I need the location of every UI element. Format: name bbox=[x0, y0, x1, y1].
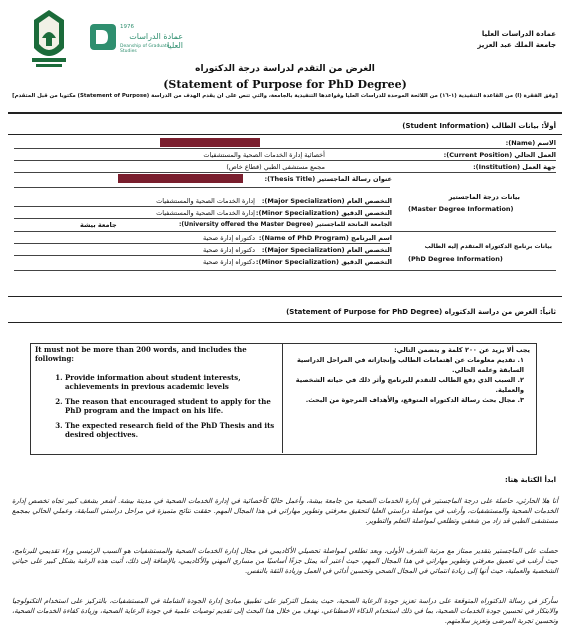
institution-label: جهة العمل (Institution): bbox=[473, 163, 556, 171]
form-title-en: (Statement of Purpose for PhD Degree) bbox=[163, 78, 407, 91]
dgs-logo bbox=[88, 22, 183, 68]
phd-minor-label: التخصص الدقيق (Minor Specialization): bbox=[255, 258, 392, 266]
section1-heading-en: (Student Information) bbox=[402, 122, 489, 130]
kau-seal-icon bbox=[28, 8, 70, 70]
row-divider bbox=[14, 160, 556, 161]
form-title-ar: الغرض من التقدم لدراسة درجة الدكتوراه bbox=[195, 64, 375, 74]
section2-heading bbox=[286, 308, 556, 316]
en-item: 2. The reason that encouraged student to apply for the PhD program and the impact on his life. bbox=[65, 397, 275, 415]
phd-program-value: دكتوراه إدارة صحية bbox=[202, 234, 255, 242]
row-divider bbox=[14, 218, 390, 219]
master-minor-label: التخصص الدقيق (Minor Specialization): bbox=[255, 209, 392, 217]
dgs-logo-text-en: Deanship of Graduate Studies bbox=[120, 44, 170, 54]
section1-divider bbox=[8, 134, 562, 135]
en-item: 3. The expected research field of the PhD Thesis and its desired objectives. bbox=[65, 421, 275, 439]
master-univ-label: الجامعة المانحة للماجستير (University offered the Master Degree): bbox=[178, 221, 392, 228]
phd-group-label-en: (PhD Degree Information) bbox=[408, 255, 503, 263]
master-major-label: التخصص العام (Major Specialization): bbox=[261, 197, 392, 205]
row-divider bbox=[14, 270, 556, 271]
kau-logo bbox=[28, 8, 70, 70]
thesis-redacted bbox=[118, 174, 243, 183]
ar-item: ٣. مجال بحث رسالة الدكتوراه المتوقع، والأهداف المرجوة من البحث. bbox=[305, 396, 524, 404]
institution-value: مجمع مستشفى الطبي (قطاع خاص) bbox=[226, 163, 325, 171]
master-group-label-ar: بيانات درجة الماجستير bbox=[448, 193, 520, 201]
row-divider bbox=[14, 255, 390, 256]
instructions-box-divider bbox=[282, 343, 283, 453]
dgs-emblem-icon bbox=[88, 22, 118, 52]
master-univ-value: جامعة بيشة bbox=[80, 221, 117, 229]
section2-heading-ar: ثانياً: الغرض من دراسة الدكتوراه bbox=[444, 308, 556, 316]
thesis-label: عنوان رسالة الماجستير (Thesis Title): bbox=[264, 175, 392, 183]
dgs-logo-text-ar: عمادة الدراسات العليا bbox=[129, 32, 183, 50]
position-label: العمل الحالي (Current Position): bbox=[443, 151, 556, 159]
dgs-logo-year: 1976 bbox=[120, 24, 134, 30]
row-divider bbox=[14, 148, 556, 149]
section2-divider bbox=[8, 322, 562, 323]
row-divider bbox=[14, 206, 390, 207]
section1-heading bbox=[402, 122, 556, 130]
name-redacted bbox=[160, 138, 260, 147]
university-name: جامعة الملك عبد العزيز bbox=[477, 41, 556, 49]
row-divider bbox=[14, 243, 390, 244]
section1-heading-ar: أولاً: بيانات الطالب bbox=[491, 122, 556, 130]
master-group-label-en: (Master Degree Information) bbox=[408, 205, 514, 213]
en-item: 1. Provide information about student interests, achievements in previous academic levels bbox=[65, 373, 275, 391]
phd-minor-value: دكتوراه إدارة صحية bbox=[202, 258, 255, 266]
en-intro: It must not be more than 200 words, and includes the following: bbox=[35, 345, 247, 363]
section2-top-divider bbox=[8, 296, 562, 297]
name-label: الاسم (Name): bbox=[505, 139, 556, 147]
section2-heading-en: (Statement of Purpose for PhD Degree) bbox=[286, 308, 443, 316]
row-divider bbox=[14, 187, 390, 188]
en-instructions bbox=[35, 345, 275, 445]
phd-group-label-ar: بيانات برنامج الدكتوراه المتقدم إليه الطالب bbox=[424, 243, 552, 250]
master-major-value: إدارة الخدمات الصحية والمستشفيات bbox=[156, 197, 255, 205]
phd-program-label: اسم البرنامج (Name of PhD Program): bbox=[258, 234, 392, 242]
position-value: أخصائية إدارة الخدمات الصحية والمستشفيات bbox=[203, 151, 325, 159]
row-divider bbox=[14, 231, 556, 232]
ar-instructions bbox=[290, 345, 530, 405]
body-paragraph: أنا هلا الحارثي، حاصلة على درجة الماجستير في إدارة الخدمات الصحية من جامعة بيشة، وأعمل حاليًا كأخصائية في إدارة الخدمات الصحية في مدينة بيشة. أشعر بشغف كبير تجاه تخصص إدارة الخدمات الصحية والمستشفيات، وأرغب في مواصلة دراستي العليا لتحقيق معرفتي وتطوير مهاراتي في هذا المجال المهم. حققت نتائج متميزة في مراحل دراستي السابقة، وعملي الحالي بمجمع مستشفى الطبي قد زاد من شغفي وتطلعي لمواصلة التعلم والتطوير. bbox=[12, 497, 558, 525]
master-minor-value: إدارة الخدمات الصحية والمستشفيات bbox=[156, 209, 255, 217]
header-divider bbox=[8, 112, 562, 114]
ar-item: ٢. السبب الذي دفع الطالب للتقدم للبرنامج وأثر ذلك في حياته الشخصية والعملية. bbox=[295, 376, 524, 394]
deanship-name: عمادة الدراسات العليا bbox=[481, 30, 556, 38]
phd-major-label: التخصص العام (Major Specialization): bbox=[261, 246, 392, 254]
ar-intro: يجب ألا يزيد عن ٢٠٠ كلمة و يتضمن التالي: bbox=[394, 346, 530, 354]
start-writing-label: ابدأ الكتابة هنا: bbox=[505, 476, 556, 484]
ar-item: ١. تقديم معلومات عن اهتمامات الطالب وإنجازاته في المراحل الدراسية السابقة وعلمه الحالي. bbox=[296, 356, 524, 374]
body-paragraph: سأركز في رسالة الدكتوراه المتوقعة على دراسة تعزيز جودة الرعاية الصحية، حيث يشمل التركيز على تطبيق مبادئ إدارة الجودة الشاملة في المستشفيات، بالتركيز على استخدام التكنولوجيا والابتكار في تحسين جودة الخدمات الصحية، بما في ذلك استخدام الذكاء الاصطناعي، نهدف من خلال هذا البحث إلى تقديم توصيات علمية في جودة الرعاية الصحية، وزيادة كفاءة الخدمات الصحية، وتحسين تجربة المرضى وتعزيز سلامتهم. bbox=[12, 597, 558, 625]
row-divider bbox=[14, 172, 556, 173]
phd-major-value: دكتوراه إدارة صحية bbox=[202, 246, 255, 254]
regulation-note: [وفق الفقرة (أ) من القاعدة التنفيذية (١-١٦) من اللائحة الموحدة للدراسات العليا وقواعدها التنفيذية بالجامعة، والتي تنص على أن يقدم الهدف من الدراسة (Statement of Purpose) مكتوبا من قبل المتقدم] bbox=[12, 93, 558, 99]
body-paragraph: حصلت على الماجستير بتقدير ممتاز مع مرتبة الشرف الأولى، وبعد تطلعي لمواصلة تحصيلي الأكاديمي في مجال إدارة الخدمات الصحية والمستشفيات هو السبب الرئيسي وراء تقديمي للبرنامج، حيث أرغب في تعميق معرفتي وتطوير مهاراتي في هذا المجال المهم، حيث أعتبر أنه يمثل جزءًا أساسيًا من مساري المهني والأكاديمي، بالإضافة إلى ذلك، أثبت هذه الرغبة بشكل كبير على حياتي الشخصية والعملية، حيث أنها إلى زيادة انتمائي في المجال الصحي وتحسين أدائي في العمل وزيادة الثقة بالنفس. bbox=[12, 547, 558, 575]
